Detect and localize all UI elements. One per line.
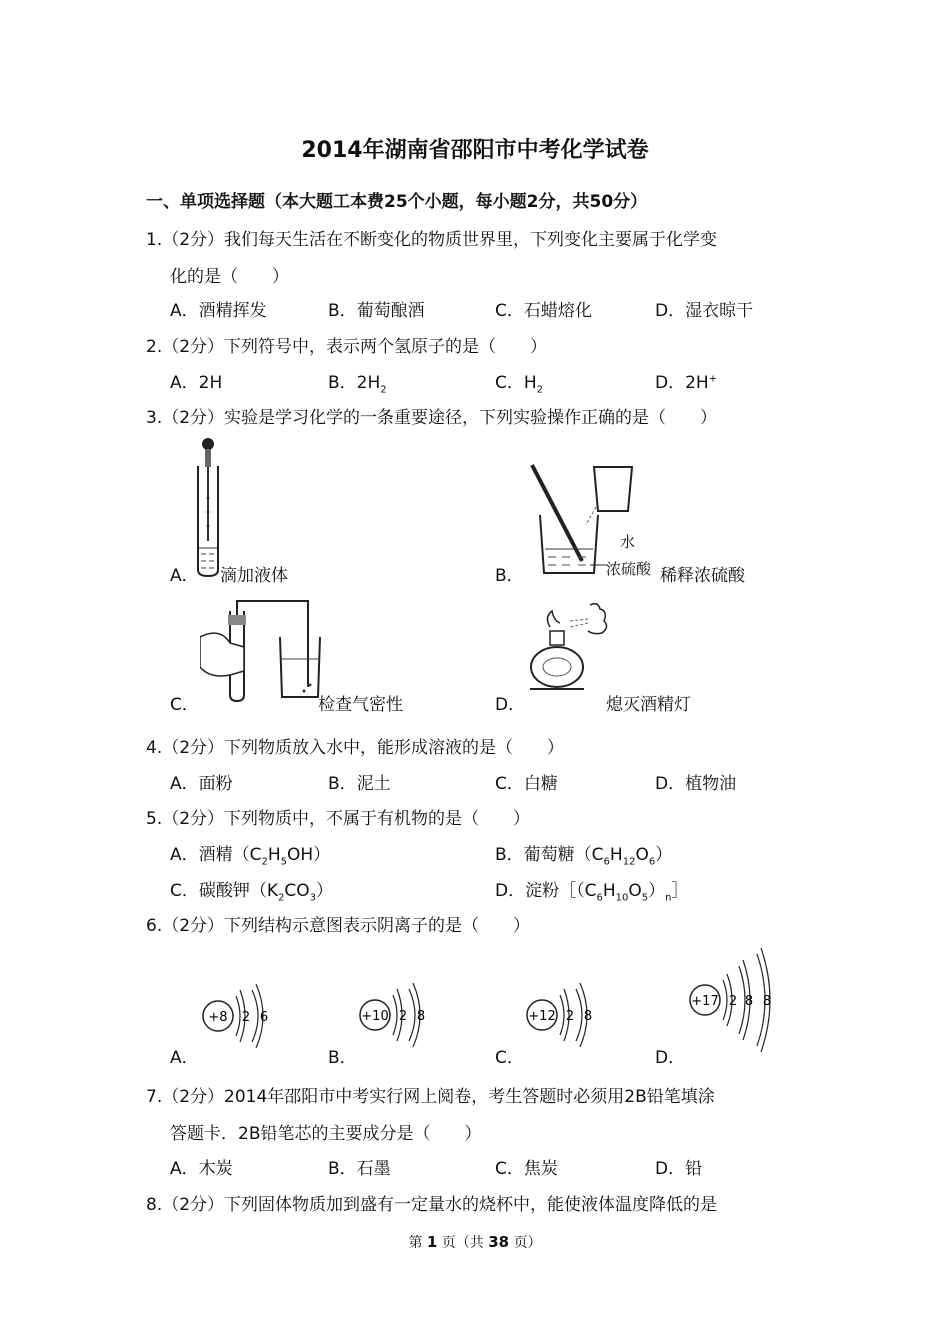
q3-option-c-letter: C． <box>170 695 199 715</box>
atom-c-shell-2: 8 <box>583 1009 593 1024</box>
q5-option-a: A．酒精$(C_2H_5OH)$ <box>170 845 331 868</box>
q5-option-d: D．淀粉$[(C_6H_{10}O_5)_n]$ <box>495 881 689 904</box>
question-4-stem: 4.（2分）下列物质放入水中，能形成溶液的是（ ） <box>146 738 565 758</box>
q6-option-d: D． <box>655 1048 686 1068</box>
atom-c-nucleus: +12 <box>528 1009 556 1024</box>
alcohol-lamp-figure <box>520 597 620 697</box>
q3-option-a-caption: 滴加液体 <box>220 566 288 586</box>
q2-option-d: D．2H+ <box>655 373 718 393</box>
question-1-stem: 1.（2分）我们每天生活在不断变化的物质世界里，下列变化主要属于化学变 <box>146 230 718 250</box>
q5-option-b: B．葡萄糖$(C_6H_{12}O_6)$ <box>495 845 673 868</box>
q3-option-d-caption: 熄灭酒精灯 <box>606 695 691 715</box>
q6-option-a: A． <box>170 1048 199 1068</box>
q3-option-a-letter: A． <box>170 566 199 586</box>
question-6-stem: 6.（2分）下列结构示意图表示阴离子的是（ ） <box>146 916 531 936</box>
q7-option-d: D．铅 <box>655 1159 703 1179</box>
atom-a-shell-1: 2 <box>241 1010 251 1025</box>
page-footer: 第 1 页（共 38 页） <box>408 1233 542 1251</box>
q2-option-b: B．$2H_2$ <box>328 373 387 396</box>
q3-option-b-letter: B． <box>495 566 524 586</box>
atom-d-shell-2: 8 <box>744 994 754 1009</box>
question-2-stem: 2.（2分）下列符号中，表示两个氢原子的是（ ） <box>146 337 548 357</box>
atom-b-nucleus: +10 <box>361 1009 389 1024</box>
question-7-stem-cont: 答题卡．2B铅笔芯的主要成分是（ ） <box>170 1124 482 1144</box>
dropper-figure <box>192 436 222 578</box>
airtight-figure <box>200 597 322 703</box>
q1-option-a: A．酒精挥发 <box>170 301 267 321</box>
atom-a-nucleus: +8 <box>208 1010 228 1025</box>
q4-option-b: B．泥土 <box>328 774 391 794</box>
q4-option-c: C．白糖 <box>495 774 558 794</box>
question-3-stem: 3.（2分）实验是学习化学的一条重要途径，下列实验操作正确的是（ ） <box>146 408 718 428</box>
atom-b-shell-2: 8 <box>416 1009 426 1024</box>
atom-diagram-d <box>685 944 785 1054</box>
atom-diagram-b <box>355 975 435 1055</box>
q3-option-c-caption: 检查气密性 <box>318 695 403 715</box>
atom-d-nucleus: +17 <box>691 994 719 1009</box>
q1-option-b: B．葡萄酿酒 <box>328 301 425 321</box>
atom-diagram-a <box>198 978 278 1058</box>
atom-diagram-c <box>522 975 602 1055</box>
atom-d-shell-3: 8 <box>762 994 772 1009</box>
q7-option-b: B．石墨 <box>328 1159 391 1179</box>
q5-option-c: C．碳酸钾$(K_2CO_3)$ <box>170 881 334 904</box>
acid-label: 浓硫酸 <box>606 560 652 578</box>
question-8-stem: 8.（2分）下列固体物质加到盛有一定量水的烧杯中，能使液体温度降低的是 <box>146 1195 718 1215</box>
total-pages: 38 <box>488 1233 510 1251</box>
q4-option-a: A．面粉 <box>170 774 233 794</box>
q4-option-d: D．植物油 <box>655 774 737 794</box>
current-page: 1 <box>426 1233 438 1251</box>
atom-d-shell-1: 2 <box>728 994 738 1009</box>
question-7-stem: 7.（2分）2014年邵阳市中考实行网上阅卷，考生答题时必须用2B铅笔填涂 <box>146 1087 715 1107</box>
q2-option-c: C．$H_2$ <box>495 373 544 396</box>
atom-a-shell-2: 6 <box>259 1010 269 1025</box>
atom-b-shell-1: 2 <box>398 1009 408 1024</box>
q1-option-c: C．石蜡熔化 <box>495 301 592 321</box>
q7-option-c: C．焦炭 <box>495 1159 558 1179</box>
question-5-stem: 5.（2分）下列物质中，不属于有机物的是（ ） <box>146 809 531 829</box>
page-title: 2014年湖南省邵阳市中考化学试卷 <box>301 138 649 163</box>
q7-option-a: A．木炭 <box>170 1159 233 1179</box>
atom-c-shell-1: 2 <box>565 1009 575 1024</box>
water-label: 水 <box>620 533 636 551</box>
question-1-stem-cont: 化的是（ ） <box>170 267 289 287</box>
section-heading: 一、单项选择题（本大题工本费25个小题，每小题2分，共50分） <box>146 192 648 212</box>
q1-option-d: D．湿衣晾干 <box>655 301 754 321</box>
q2-option-a: A．2H <box>170 373 223 393</box>
q3-option-b-caption: 稀释浓硫酸 <box>660 566 745 586</box>
q3-option-d-letter: D． <box>495 695 526 715</box>
q6-option-c: C． <box>495 1048 524 1068</box>
q6-option-b: B． <box>328 1048 357 1068</box>
